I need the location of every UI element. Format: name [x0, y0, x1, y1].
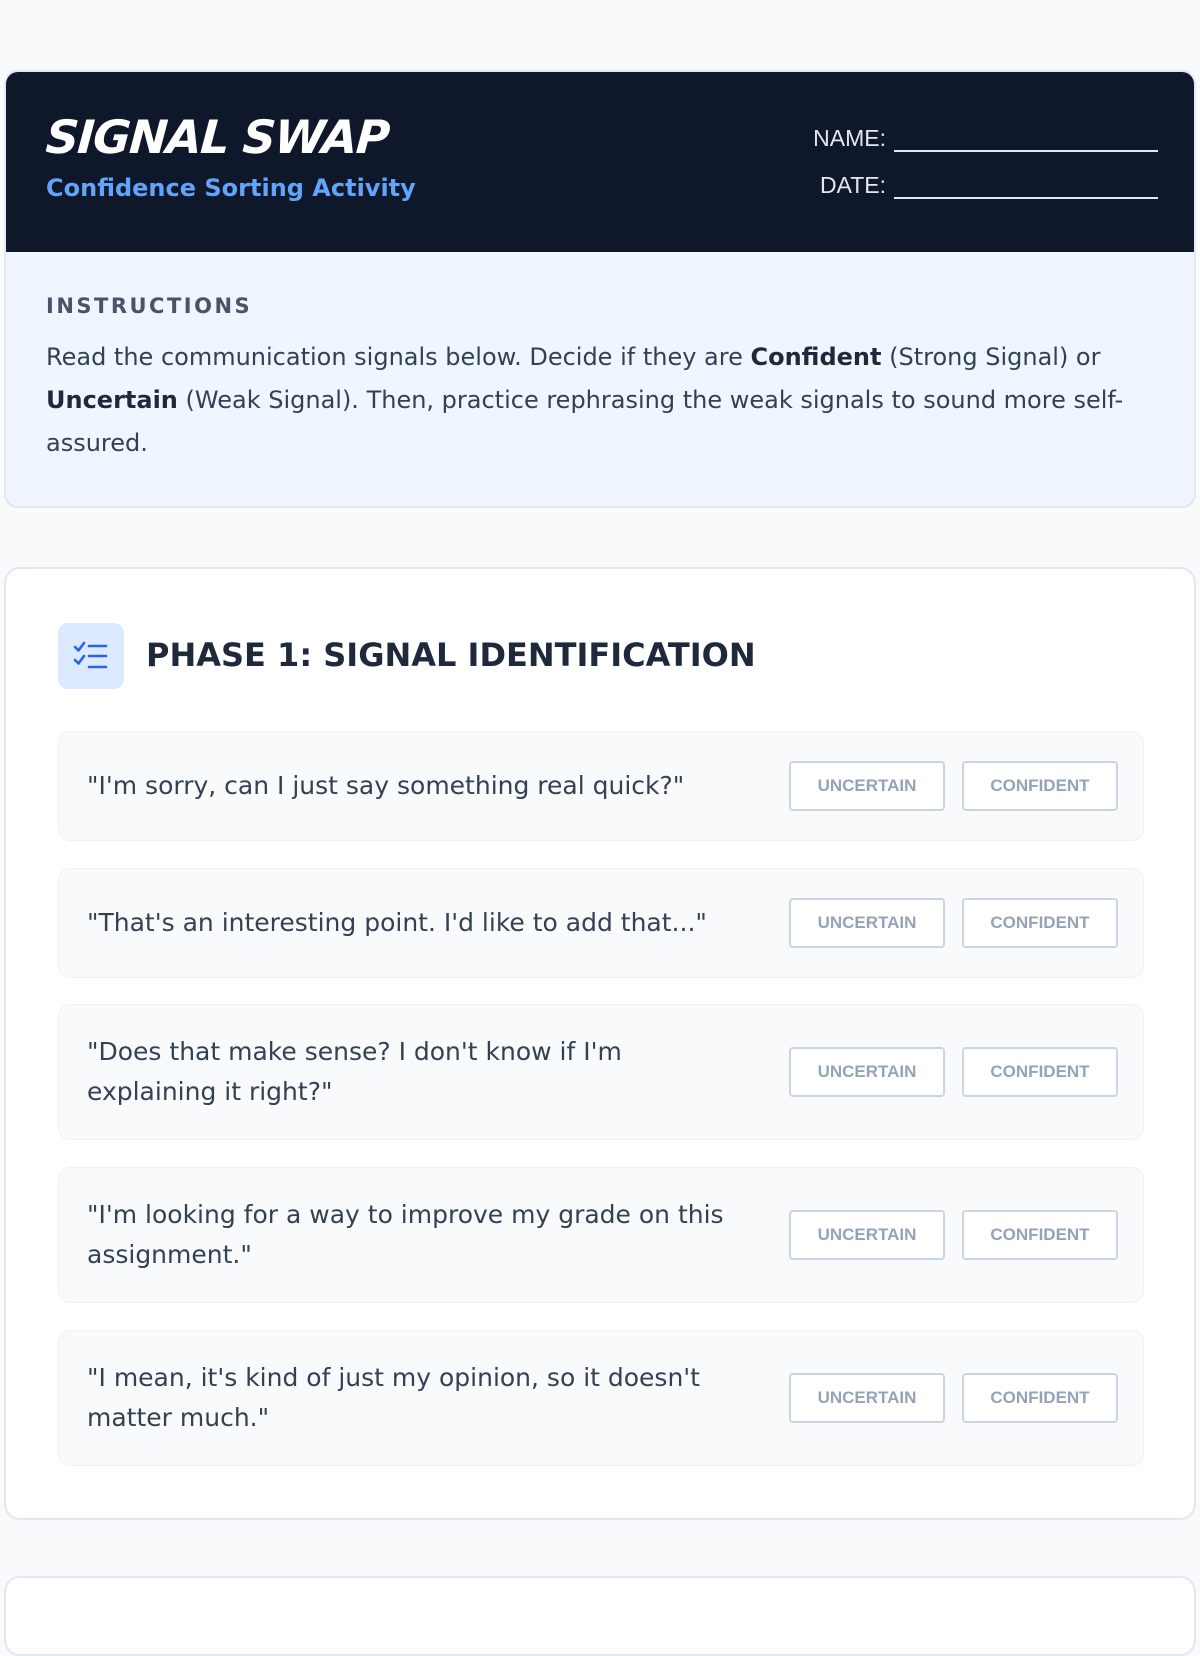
- title-banner: [6, 72, 1194, 252]
- signal-text: "That's an interesting point. I'd like to add that...": [87, 908, 707, 937]
- instructions-text-part: (Weak Signal). Then, practice rephrasing the weak signals to sound more self-assured.: [46, 386, 1124, 457]
- uncertain-button[interactable]: UNCERTAIN: [789, 1047, 945, 1097]
- signal-text: "Does that make sense? I don't know if I'm explaining it right?": [87, 1037, 622, 1106]
- name-blank-line[interactable]: [894, 128, 1158, 152]
- signal-item: [58, 1330, 1144, 1466]
- confident-button[interactable]: CONFIDENT: [962, 898, 1118, 948]
- confident-button[interactable]: CONFIDENT: [962, 1373, 1118, 1423]
- worksheet-subtitle: Confidence Sorting Activity: [46, 174, 416, 202]
- uncertain-button[interactable]: UNCERTAIN: [789, 1210, 945, 1260]
- uncertain-button[interactable]: UNCERTAIN: [789, 1373, 945, 1423]
- name-label: NAME:: [813, 125, 886, 151]
- confident-button[interactable]: CONFIDENT: [962, 761, 1118, 811]
- name-field[interactable]: [813, 125, 1158, 152]
- signal-item: [58, 731, 1144, 841]
- instructions-text-part: Read the communication signals below. Decide if they are: [46, 343, 751, 371]
- date-label: DATE:: [819, 172, 886, 198]
- signal-text: "I'm looking for a way to improve my grade on this assignment.": [87, 1200, 724, 1269]
- confident-button[interactable]: CONFIDENT: [962, 1210, 1118, 1260]
- signal-text: "I mean, it's kind of just my opinion, so it doesn't matter much.": [87, 1363, 700, 1432]
- signal-item: [58, 1167, 1144, 1303]
- confident-term: Confident: [750, 343, 882, 371]
- instructions-text-part: (Strong Signal) or: [881, 343, 1101, 371]
- uncertain-term: Uncertain: [46, 386, 178, 414]
- signal-item: [58, 1004, 1144, 1140]
- next-section-card: [4, 1576, 1196, 1656]
- worksheet-title: SIGNAL SWAP: [44, 110, 391, 164]
- signal-text: "I'm sorry, can I just say something real quick?": [87, 771, 685, 800]
- instructions-text: [46, 336, 1156, 465]
- phase1-section: [4, 567, 1196, 1520]
- checklist-icon: [58, 623, 124, 689]
- confident-button[interactable]: CONFIDENT: [962, 1047, 1118, 1097]
- date-field[interactable]: [820, 172, 1158, 199]
- instructions-heading: INSTRUCTIONS: [46, 294, 253, 318]
- checklist-icon-graphic: [73, 640, 109, 672]
- phase1-title: PHASE 1: SIGNAL IDENTIFICATION: [146, 636, 756, 674]
- signal-item: [58, 868, 1144, 978]
- uncertain-button[interactable]: UNCERTAIN: [789, 898, 945, 948]
- worksheet-header: [4, 70, 1196, 508]
- date-blank-line[interactable]: [894, 175, 1158, 199]
- uncertain-button[interactable]: UNCERTAIN: [789, 761, 945, 811]
